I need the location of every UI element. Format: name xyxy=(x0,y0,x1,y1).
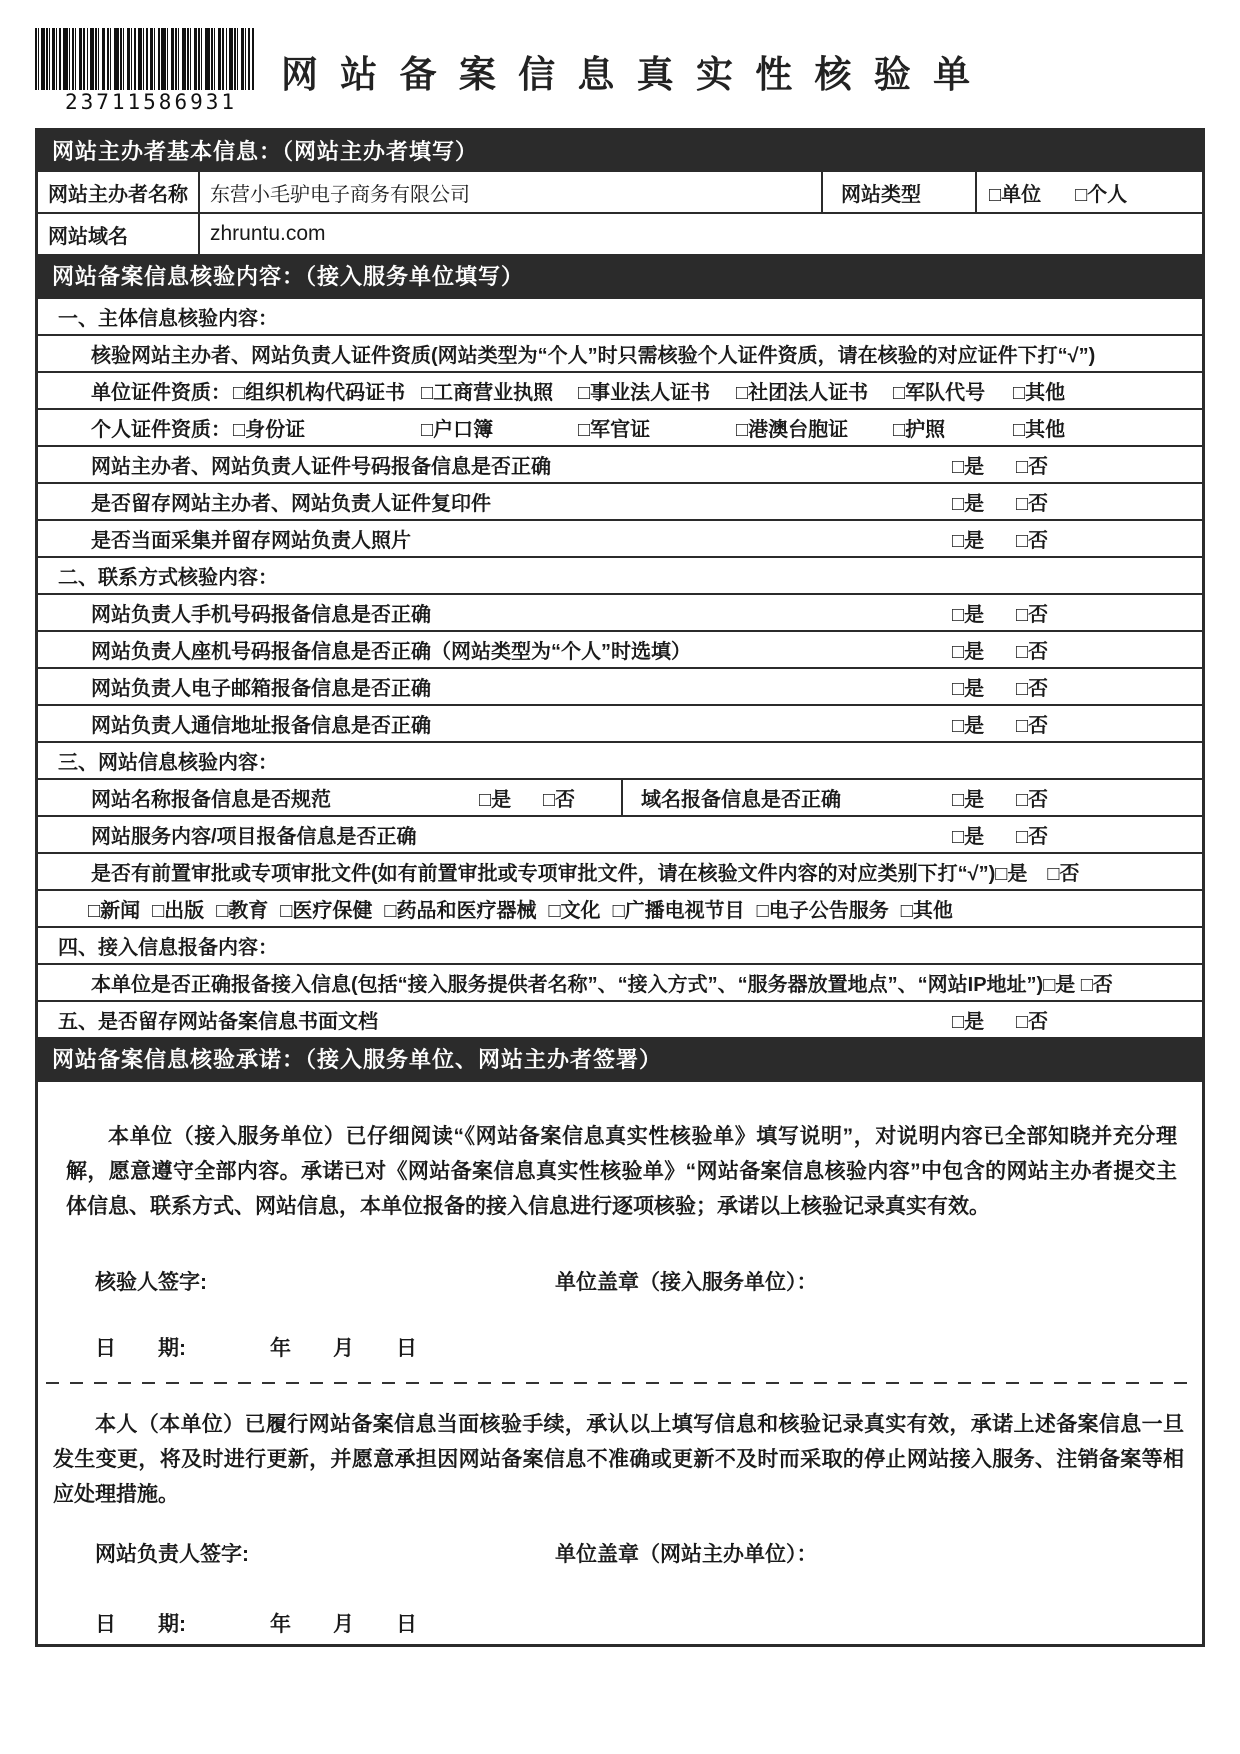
checkbox-no[interactable]: □否 xyxy=(1016,493,1049,515)
checkbox-yes[interactable]: □是 xyxy=(952,641,985,663)
checkbox-no[interactable]: □否 xyxy=(1016,530,1049,552)
checkbox-yes[interactable]: □是 xyxy=(952,678,985,700)
section-pledge-header: 网站备案信息核验承诺：（接入服务单位、网站主办者签署） xyxy=(38,1037,1202,1080)
question-label: 网站主办者、网站负责人证件号码报备信息是否正确 xyxy=(91,456,551,478)
unit-cert-label: 单位证件资质： xyxy=(91,382,231,404)
checkbox-news[interactable]: □新闻 xyxy=(88,900,141,922)
isp-date-row: 日 期: 年 月 日 xyxy=(95,1337,417,1360)
question-mobile xyxy=(38,593,1202,630)
isp-signature-row xyxy=(38,1266,1202,1296)
cert-note: 核验网站主办者、网站负责人证件资质(网站类型为“个人”时只需核验个人证件资质，请在核验的对应证件下打“√”) xyxy=(38,334,1202,371)
checkbox-no[interactable]: □否 xyxy=(1016,715,1049,737)
checkbox-personal-other[interactable]: □其他 xyxy=(1013,419,1066,441)
checkbox-drugs-devices[interactable]: □药品和医疗器械 xyxy=(384,900,537,922)
question-label: 网站负责人座机号码报备信息是否正确（网站类型为“个人”时选填） xyxy=(91,641,691,663)
checkbox-org-code-cert[interactable]: □组织机构代码证书 xyxy=(233,382,406,404)
unit-cert-row xyxy=(38,371,1202,408)
checkbox-hmt-permit[interactable]: □港澳台胞证 xyxy=(736,419,849,441)
page-header xyxy=(35,28,1205,120)
part5-title: 五、是否留存网站备案信息书面文档 xyxy=(58,1011,378,1033)
checkbox-no[interactable]: □否 xyxy=(1016,678,1049,700)
part4-title: 四、接入信息报备内容： xyxy=(38,926,1202,963)
checkbox-broadcast-tv[interactable]: □广播电视节目 xyxy=(612,900,745,922)
checkbox-education[interactable]: □教育 xyxy=(216,900,269,922)
basic-row-organizer xyxy=(38,172,1202,212)
checkbox-no[interactable]: □否 xyxy=(1016,789,1049,811)
personal-cert-label: 个人证件资质： xyxy=(91,419,231,441)
question-preapproval: 是否有前置审批或专项审批文件(如有前置审批或专项审批文件，请在核验文件内容的对应类别下打“√”)□是 □否 xyxy=(38,852,1202,889)
question-photo xyxy=(38,519,1202,556)
checkbox-publishing[interactable]: □出版 xyxy=(152,900,205,922)
checkbox-household-register[interactable]: □户口簿 xyxy=(421,419,494,441)
organizer-date-row: 日 期: 年 月 日 xyxy=(95,1613,417,1636)
checkbox-bbs-service[interactable]: □电子公告服务 xyxy=(756,900,889,922)
question-label: 网站名称报备信息是否规范 xyxy=(91,789,331,811)
barcode-icon xyxy=(35,28,257,90)
checkbox-yes[interactable]: □是 xyxy=(952,1011,985,1033)
verifier-signature-label: 核验人签字: xyxy=(95,1271,207,1294)
question-label: 网站负责人电子邮箱报备信息是否正确 xyxy=(91,678,431,700)
checkbox-yes[interactable]: □是 xyxy=(952,493,985,515)
checkbox-no[interactable]: □否 xyxy=(1016,456,1049,478)
page-title: 网 站 备 案 信 息 真 实 性 核 验 单 xyxy=(281,54,977,95)
checkbox-id-card[interactable]: □身份证 xyxy=(233,419,306,441)
part2-title: 二、联系方式核验内容： xyxy=(38,556,1202,593)
checkbox-officer-cert[interactable]: □军官证 xyxy=(578,419,651,441)
checkbox-yes[interactable]: □是 xyxy=(952,826,985,848)
checkbox-yes[interactable]: □是 xyxy=(952,604,985,626)
checkbox-site-type-unit[interactable]: □单位 xyxy=(989,183,1042,206)
pledge-paragraph-organizer: 本人（本单位）已履行网站备案信息当面核验手续，承认以上填写信息和核验记录真实有效，承诺上述备案信息一旦发生变更，将及时进行更新，并愿意承担因网站备案信息不准确或更新不及时而采取的停止网站接入服务、注销备案等相应处理措施。 xyxy=(53,1413,1184,1506)
checkbox-yes[interactable]: □是 xyxy=(952,715,985,737)
checkbox-no[interactable]: □否 xyxy=(1016,641,1049,663)
question-site-name xyxy=(38,780,623,815)
question-label: 是否当面采集并留存网站负责人照片 xyxy=(91,530,411,552)
checkbox-healthcare[interactable]: □医疗保健 xyxy=(280,900,373,922)
question-label: 域名报备信息是否正确 xyxy=(641,789,841,811)
checkbox-site-type-personal[interactable]: □个人 xyxy=(1075,183,1128,206)
barcode-number: 23711586931 xyxy=(64,90,238,114)
question-label: 网站服务内容/项目报备信息是否正确 xyxy=(91,826,417,848)
checkbox-yes[interactable]: □是 xyxy=(479,789,512,811)
checkbox-unit-other[interactable]: □其他 xyxy=(1013,382,1066,404)
organizer-stamp-label: 单位盖章（网站主办单位）： xyxy=(555,1543,818,1566)
site-name-domain-row xyxy=(38,778,1202,815)
organizer-name-label: 网站主办者名称 xyxy=(48,183,188,206)
question-access-info: 本单位是否正确报备接入信息(包括“接入服务提供者名称”、“接入方式”、“服务器放置地点”、“网站IP地址”)□是 □否 xyxy=(38,963,1202,1000)
checkbox-business-license[interactable]: □工商营业执照 xyxy=(421,382,554,404)
site-manager-signature-label: 网站负责人签字: xyxy=(95,1543,249,1566)
personal-cert-row xyxy=(38,408,1202,445)
question-label: 网站负责人通信地址报备信息是否正确 xyxy=(91,715,431,737)
isp-stamp-label: 单位盖章（接入服务单位）： xyxy=(555,1271,818,1294)
barcode-block xyxy=(35,28,267,114)
checkbox-approval-other[interactable]: □其他 xyxy=(900,900,953,922)
question-domain-report xyxy=(623,783,1202,812)
question-written-doc xyxy=(38,1000,1202,1037)
checkbox-yes[interactable]: □是 xyxy=(952,789,985,811)
question-email xyxy=(38,667,1202,704)
question-address xyxy=(38,704,1202,741)
checkbox-yes[interactable]: □是 xyxy=(952,456,985,478)
question-cert-number xyxy=(38,445,1202,482)
part3-title: 三、网站信息核验内容： xyxy=(38,741,1202,778)
question-label: 是否留存网站主办者、网站负责人证件复印件 xyxy=(91,493,491,515)
organizer-name-value: 东营小毛驴电子商务有限公司 xyxy=(210,183,470,206)
checkbox-no[interactable]: □否 xyxy=(1016,826,1049,848)
organizer-signature-row xyxy=(38,1538,1202,1568)
question-cert-copy xyxy=(38,482,1202,519)
domain-label: 网站域名 xyxy=(48,225,128,248)
checkbox-institution-cert[interactable]: □事业法人证书 xyxy=(578,382,711,404)
checkbox-passport[interactable]: □护照 xyxy=(893,419,946,441)
site-type-label: 网站类型 xyxy=(841,183,921,206)
checkbox-culture[interactable]: □文化 xyxy=(548,900,601,922)
checkbox-yes[interactable]: □是 xyxy=(952,530,985,552)
question-service xyxy=(38,815,1202,852)
checkbox-association-cert[interactable]: □社团法人证书 xyxy=(736,382,869,404)
question-landline xyxy=(38,630,1202,667)
checkbox-no[interactable]: □否 xyxy=(1016,1011,1049,1033)
pledge-paragraph-isp: 本单位（接入服务单位）已仔细阅读“《网站备案信息真实性核验单》填写说明”，对说明内容已全部知晓并充分理解，愿意遵守全部内容。承诺已对《网站备案信息真实性核验单》“网站备案信息核验内容”中包含的网站主办者提交主体信息、联系方式、网站信息，本单位报备的接入信息进行逐项核验；承诺以上核验记录真实有效。 xyxy=(66,1125,1177,1218)
domain-value: zhruntu.com xyxy=(210,222,326,245)
question-label: 网站负责人手机号码报备信息是否正确 xyxy=(91,604,431,626)
approval-category-row xyxy=(38,889,1202,926)
site-type-options xyxy=(977,172,1202,212)
pledge-section xyxy=(38,1080,1202,1644)
basic-row-domain xyxy=(38,212,1202,254)
part1-title: 一、主体信息核验内容： xyxy=(38,297,1202,334)
checkbox-no[interactable]: □否 xyxy=(1016,604,1049,626)
section-basic-header: 网站主办者基本信息：（网站主办者填写） xyxy=(38,131,1202,172)
section-verify-header: 网站备案信息核验内容：（接入服务单位填写） xyxy=(38,254,1202,297)
checkbox-no[interactable]: □否 xyxy=(543,789,576,811)
verification-form xyxy=(35,128,1205,1647)
checkbox-military-code[interactable]: □军队代号 xyxy=(893,382,986,404)
